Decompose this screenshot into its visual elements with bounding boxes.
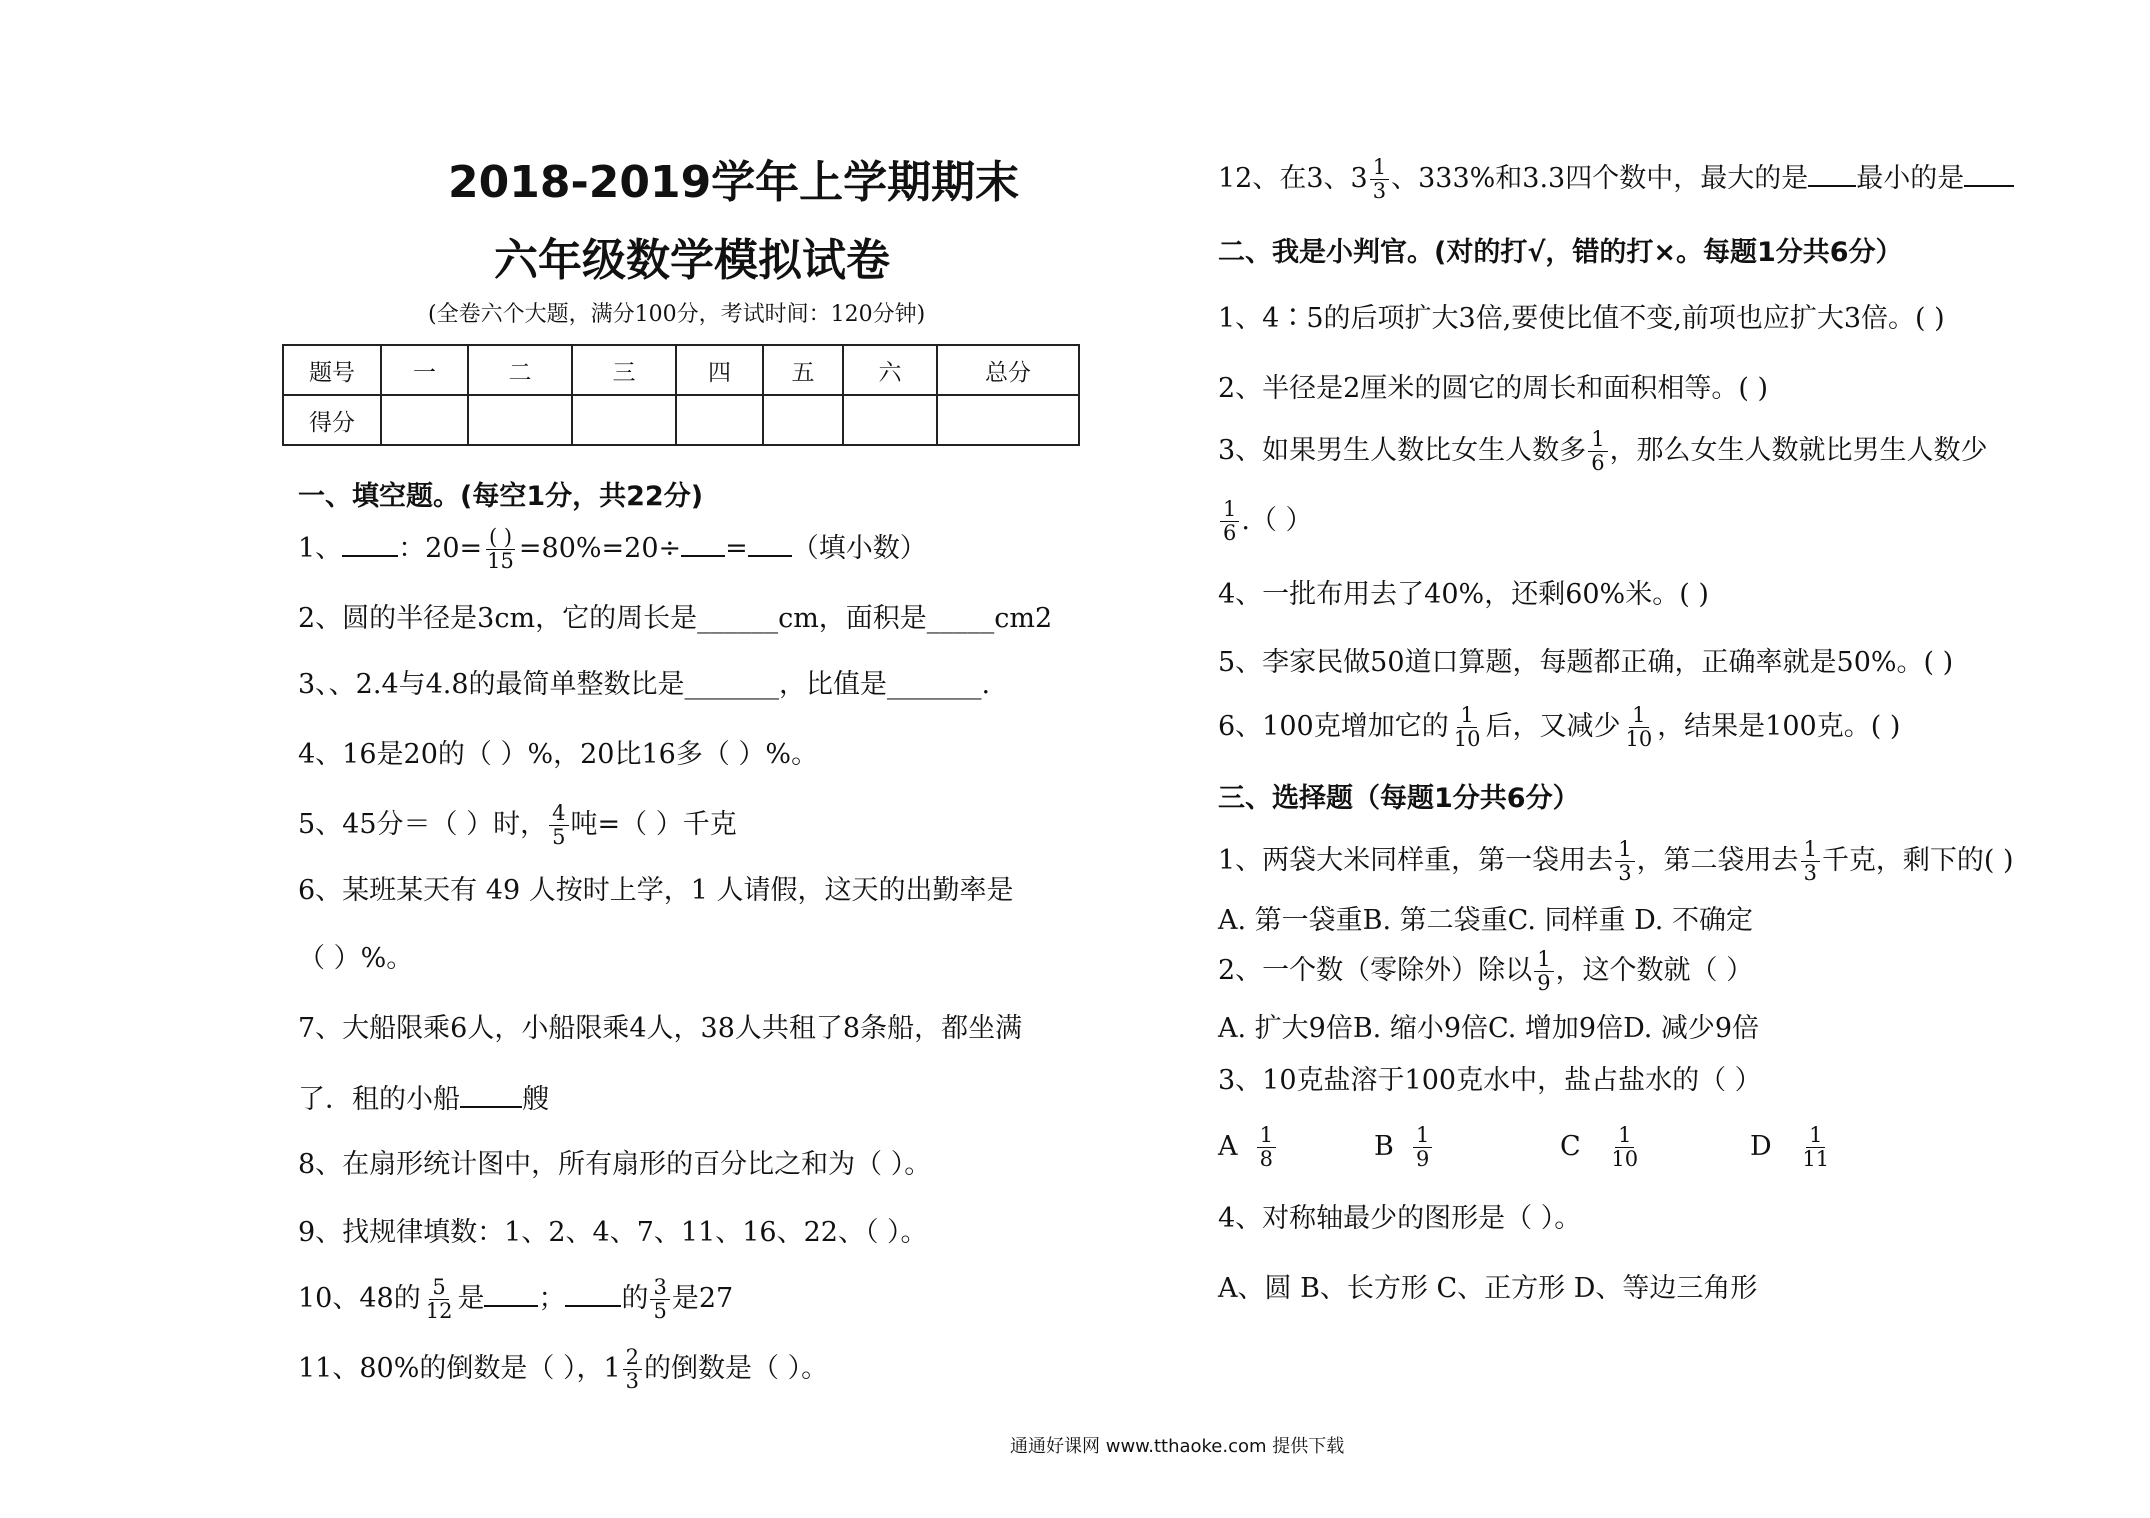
score-header-cell: 一 — [381, 345, 468, 395]
fraction — [1801, 838, 1820, 885]
fraction-denominator: 10 — [1625, 727, 1653, 751]
fraction — [1615, 838, 1634, 885]
section1-heading: 一、填空题。(每空1分，共22分) — [298, 481, 704, 512]
fraction-numerator: 4 — [549, 802, 568, 826]
exam-title-line2: 六年级数学模拟试卷 — [494, 235, 890, 286]
s3-question-3: 3、10克盐溶于100克水中，盐占盐水的（ ） — [1218, 1065, 1762, 1096]
s3-question-2 — [1218, 948, 1753, 995]
q-text: 3、如果男生人数比女生人数多 — [1218, 435, 1587, 466]
score-table-header-row — [283, 345, 1079, 395]
fraction-numerator: 1 — [1370, 156, 1389, 180]
fraction-denominator: 6 — [1223, 521, 1237, 545]
answer-blank[interactable] — [1964, 159, 2014, 187]
score-row-label: 得分 — [283, 395, 381, 445]
fraction-denominator: 12 — [425, 1299, 453, 1323]
q-text: 最小的是 — [1856, 163, 1965, 194]
s3-question-3-option-c[interactable] — [1560, 1124, 1643, 1171]
score-input-cell[interactable] — [381, 395, 468, 445]
q-text: ，那么女生人数就比男生人数少 — [1609, 435, 1988, 466]
s1-question-5 — [298, 802, 737, 849]
answer-blank[interactable] — [460, 1080, 522, 1108]
fraction — [1799, 1124, 1832, 1171]
fraction-numerator: 1 — [1257, 1124, 1276, 1148]
fraction-numerator: 1 — [1220, 498, 1239, 522]
s1-question-6-line2: （ ）%。 — [298, 943, 414, 974]
score-input-cell[interactable] — [468, 395, 572, 445]
score-header-cell: 五 — [763, 345, 843, 395]
score-input-cell[interactable] — [843, 395, 937, 445]
q-text: ，这个数就（ ） — [1555, 955, 1754, 986]
option-letter: A — [1218, 1131, 1238, 1162]
fraction-denominator: 9 — [1416, 1147, 1430, 1171]
score-input-cell[interactable] — [937, 395, 1079, 445]
score-table — [282, 344, 1080, 446]
option-letter: D — [1750, 1131, 1772, 1162]
answer-blank[interactable] — [342, 529, 398, 557]
q-text: 的 — [621, 1283, 649, 1314]
q-text: （填小数） — [791, 533, 927, 564]
s1-question-2: 2、圆的半径是3cm，它的周长是______cm，面积是_____cm2 — [298, 603, 1053, 634]
s3-question-2-options: A. 扩大9倍B. 缩小9倍C. 增加9倍D. 减少9倍 — [1218, 1013, 1760, 1044]
q-text: 1、 — [298, 533, 343, 564]
fraction — [484, 526, 517, 573]
fraction-denominator: 9 — [1537, 971, 1551, 995]
fraction — [1608, 1124, 1641, 1171]
score-input-cell[interactable] — [572, 395, 676, 445]
q-text: ：20= — [398, 533, 483, 564]
fraction — [1220, 498, 1239, 545]
s3-question-3-option-d[interactable] — [1750, 1124, 1834, 1171]
q-text: 艘 — [522, 1084, 549, 1115]
q-text: 千克，剩下的( ) — [1821, 845, 2014, 876]
s1-question-8: 8、在扇形统计图中，所有扇形的百分比之和为（ ）。 — [298, 1149, 932, 1180]
score-header-cell: 总分 — [937, 345, 1079, 395]
q-text: 、333%和3.3四个数中，最大的是 — [1391, 163, 1809, 194]
s2-question-5: 5、李家民做50道口算题，每题都正确，正确率就是50%。( ) — [1218, 647, 1954, 678]
fraction-numerator: 1 — [1534, 948, 1553, 972]
q-text: 吨=（ ）千克 — [570, 809, 737, 840]
fraction-denominator: 11 — [1802, 1147, 1830, 1171]
fraction — [1622, 704, 1655, 751]
answer-blank[interactable] — [1808, 159, 1856, 187]
q-text: ，第二袋用去 — [1636, 845, 1799, 876]
fraction — [1257, 1124, 1276, 1171]
q-text: 了．租的小船 — [298, 1084, 460, 1115]
s3-question-4: 4、对称轴最少的图形是（ ）。 — [1218, 1203, 1582, 1234]
score-table-score-row — [283, 395, 1079, 445]
s3-question-1-options: A. 第一袋重B. 第二袋重C. 同样重 D. 不确定 — [1218, 905, 1753, 936]
fraction-denominator: 3 — [625, 1369, 640, 1393]
fraction — [650, 1276, 669, 1323]
q-text: 的倒数是（ ）。 — [644, 1353, 829, 1384]
fraction-denominator: 3 — [1803, 861, 1817, 885]
fraction-denominator: 3 — [1618, 861, 1632, 885]
fraction-numerator: 1 — [1588, 428, 1607, 452]
fraction-numerator: ( ) — [486, 526, 515, 550]
s3-question-3-option-b[interactable] — [1374, 1124, 1434, 1171]
s2-question-1: 1、4∶5的后项扩大3倍,要使比值不变,前项也应扩大3倍。( ) — [1218, 303, 1945, 334]
q-text: 5、45分＝（ ）时， — [298, 809, 548, 840]
fraction-numerator: 1 — [1806, 1124, 1825, 1148]
fraction-denominator: 5 — [552, 825, 566, 849]
score-header-cell: 三 — [572, 345, 676, 395]
score-header-cell: 二 — [468, 345, 572, 395]
q-text: 后，又减少 — [1485, 711, 1621, 742]
score-header-cell: 四 — [676, 345, 763, 395]
fraction — [1370, 156, 1389, 203]
fraction — [623, 1346, 642, 1393]
s3-question-3-option-a[interactable] — [1218, 1124, 1278, 1171]
s1-question-4: 4、16是20的（ ）%，20比16多（ ）%。 — [298, 739, 819, 770]
q-text: = — [725, 533, 748, 564]
fraction-denominator: 8 — [1259, 1147, 1274, 1171]
fraction — [1588, 428, 1607, 475]
q-text: ； — [538, 1283, 566, 1314]
option-letter: C — [1560, 1131, 1581, 1162]
q-text: .（ ） — [1241, 505, 1313, 536]
answer-blank[interactable] — [681, 529, 725, 557]
fraction-numerator: 1 — [1615, 838, 1634, 862]
s2-question-4: 4、一批布用去了40%，还剩60%米。( ) — [1218, 579, 1709, 610]
s2-question-2: 2、半径是2厘米的圆它的周长和面积相等。( ) — [1218, 373, 1769, 404]
score-header-cell: 六 — [843, 345, 937, 395]
q-text: 10、48的 — [298, 1283, 421, 1314]
fraction — [1534, 948, 1553, 995]
fraction-denominator: 3 — [1372, 179, 1387, 203]
q-text: 12、在3、3 — [1218, 163, 1368, 194]
fraction — [423, 1276, 456, 1323]
fraction-numerator: 5 — [429, 1276, 448, 1300]
q-text: 6、100克增加它的 — [1218, 711, 1449, 742]
option-letter: B — [1374, 1131, 1394, 1162]
score-input-cell[interactable] — [676, 395, 763, 445]
fraction-numerator: 1 — [1629, 704, 1648, 728]
s3-question-4-options: A、圆 B、长方形 C、正方形 D、等边三角形 — [1218, 1273, 1758, 1304]
fraction-denominator: 5 — [653, 1299, 667, 1323]
fraction-denominator: 10 — [1611, 1147, 1639, 1171]
q-text: 1、两袋大米同样重，第一袋用去 — [1218, 845, 1614, 876]
answer-blank[interactable] — [748, 529, 792, 557]
fraction-denominator: 6 — [1591, 451, 1605, 475]
fraction-numerator: 1 — [1615, 1124, 1634, 1148]
fraction-numerator: 1 — [1801, 838, 1820, 862]
fraction — [1451, 704, 1484, 751]
answer-blank[interactable] — [565, 1279, 621, 1307]
fraction-numerator: 1 — [1457, 704, 1476, 728]
section3-heading: 三、选择题（每题1分共6分） — [1218, 783, 1580, 814]
fraction-numerator: 1 — [1413, 1124, 1432, 1148]
s1-question-1 — [298, 526, 927, 573]
s1-question-7-line1: 7、大船限乘6人，小船限乘4人，38人共租了8条船，都坐满 — [298, 1013, 1023, 1044]
s2-question-3-line2 — [1218, 498, 1313, 545]
fraction-numerator: 3 — [650, 1276, 669, 1300]
fraction — [1413, 1124, 1432, 1171]
s1-question-6-line1: 6、某班某天有 49 人按时上学，1 人请假，这天的出勤率是 — [298, 875, 1014, 906]
s3-question-1 — [1218, 838, 2014, 885]
fraction-denominator: 10 — [1453, 727, 1481, 751]
exam-title-line1: 2018-2019学年上学期期末 — [448, 157, 1020, 208]
s1-question-10 — [298, 1276, 733, 1323]
q-text: ，结果是100克。( ) — [1657, 711, 1901, 742]
q-text: 是 — [457, 1283, 485, 1314]
s1-question-12 — [1218, 156, 2014, 203]
score-header-cell: 题号 — [283, 345, 381, 395]
s2-question-3 — [1218, 428, 1988, 475]
s1-question-9: 9、找规律填数：1、2、4、7、11、16、22、（ ）。 — [298, 1217, 928, 1248]
answer-blank[interactable] — [484, 1279, 538, 1307]
q-text: 是27 — [671, 1283, 734, 1314]
q-text: 2、一个数（零除外）除以 — [1218, 955, 1533, 986]
exam-subtitle: (全卷六个大题，满分100分，考试时间：120分钟) — [428, 302, 926, 327]
score-input-cell[interactable] — [763, 395, 843, 445]
fraction-denominator: 15 — [487, 549, 514, 573]
q-text: 11、80%的倒数是（ ），1 — [298, 1353, 621, 1384]
section2-heading: 二、我是小判官。(对的打√，错的打×。每题1分共6分） — [1218, 237, 1903, 268]
s1-question-7-line2 — [298, 1080, 549, 1117]
s1-question-3: 3、、2.4与4.8的最简单整数比是_______，比值是_______. — [298, 669, 991, 700]
s1-question-11 — [298, 1346, 828, 1393]
fraction — [549, 802, 568, 849]
q-text: =80%=20÷ — [518, 533, 682, 564]
fraction-numerator: 2 — [623, 1346, 642, 1370]
s2-question-6 — [1218, 704, 1900, 751]
footer-credit: 通通好课网 www.tthaoke.com 提供下载 — [1010, 1436, 1345, 1457]
